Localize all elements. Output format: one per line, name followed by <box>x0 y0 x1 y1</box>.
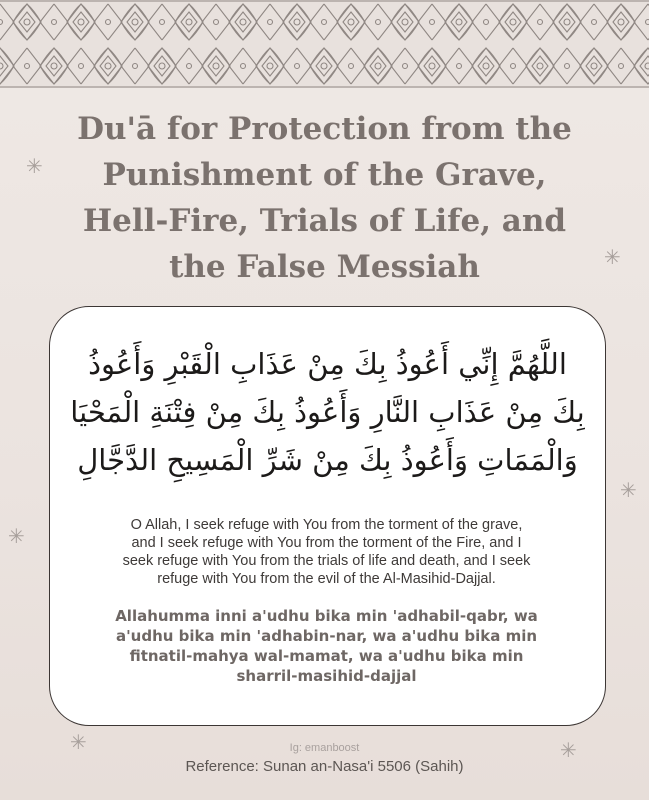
instagram-handle: Ig: emanboost <box>289 742 360 754</box>
english-translation <box>66 516 587 588</box>
arabic-text <box>64 340 591 484</box>
sparkle-icon: ✳ <box>70 730 87 754</box>
translation-line: seek refuge with You from the trials of life and death, and I seek <box>122 553 531 569</box>
transliteration-line: fitnatil-mahya wal-mamat, wa a'udhu bika min <box>129 647 524 665</box>
title-line: Du'ā for Protection from the <box>77 111 572 147</box>
transliteration-line: sharril-masihid-dajjal <box>236 667 417 685</box>
title-line: Hell-Fire, Trials of Life, and <box>82 203 567 239</box>
transliteration-line: a'udhu bika min 'adhabin-nar, wa a'udhu bika min <box>115 627 538 645</box>
arabic-line: بِكَ مِنْ عَذَابِ النَّارِ وَأَعُوذُ بِكَ مِنْ فِتْنَةِ الْمَحْيَا <box>70 395 585 429</box>
translation-line: refuge with You from the evil of the Al-Masihid-Dajjal. <box>157 571 496 587</box>
sparkle-icon: ✳ <box>620 478 637 502</box>
arabic-line: اللَّهُمَّ إِنِّي أَعُوذُ بِكَ مِنْ عَذَابِ الْقَبْرِ وَأَعُوذُ <box>88 347 567 381</box>
transliteration <box>66 606 587 686</box>
translation-line: O Allah, I seek refuge with You from the torment of the grave, <box>130 517 523 533</box>
translation-line: and I seek refuge with You from the torment of the Fire, and I <box>131 535 522 551</box>
hadith-reference: Reference: Sunan an-Nasa'i 5506 (Sahih) <box>185 758 464 775</box>
sparkle-icon: ✳ <box>26 154 43 178</box>
page-title <box>0 106 649 290</box>
sparkle-icon: ✳ <box>604 245 621 269</box>
title-line: Punishment of the Grave, <box>102 157 547 193</box>
sparkle-icon: ✳ <box>8 524 25 548</box>
sparkle-icon: ✳ <box>560 738 577 762</box>
title-line: the False Messiah <box>169 249 480 285</box>
arabic-line: وَالْمَمَاتِ وَأَعُوذُ بِكَ مِنْ شَرِّ الْمَسِيحِ الدَّجَّالِ <box>77 443 578 477</box>
transliteration-line: Allahumma inni a'udhu bika min 'adhabil-qabr, wa <box>115 607 538 625</box>
decorative-pattern-band <box>0 0 649 88</box>
